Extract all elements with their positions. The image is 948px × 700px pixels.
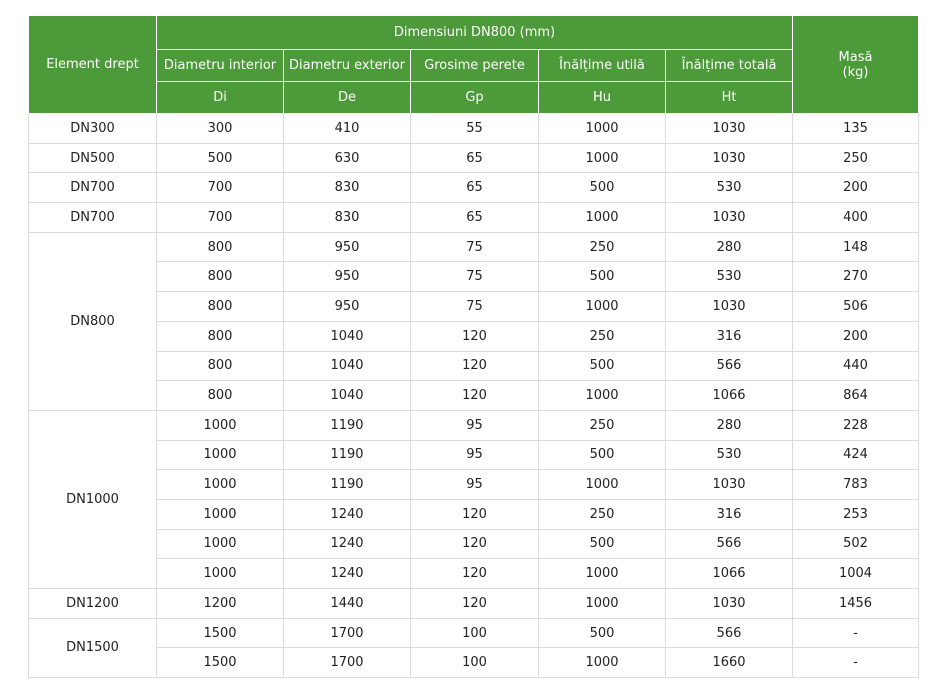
table-cell: 500 [539,618,666,648]
table-cell: 500 [539,173,666,203]
column-symbol-header: De [284,82,411,114]
table-cell: 316 [666,321,793,351]
table-cell: 316 [666,499,793,529]
table-row [29,114,919,144]
table-cell: 530 [666,173,793,203]
table-cell: 228 [793,410,919,440]
table-row [29,381,919,411]
mass-header [793,16,919,114]
table-body [29,114,919,678]
table-cell: 95 [411,440,539,470]
dimensions-table [28,15,919,678]
table-cell: - [793,618,919,648]
table-row [29,529,919,559]
table-row [29,440,919,470]
table-cell: 400 [793,203,919,233]
table-cell: 1000 [539,292,666,322]
table-cell: 120 [411,529,539,559]
table-cell: 1000 [157,440,284,470]
table-cell: 75 [411,292,539,322]
table-cell: 120 [411,499,539,529]
table-cell: 530 [666,440,793,470]
column-symbol-header: Gp [411,82,539,114]
table-cell: 250 [539,499,666,529]
table-cell: 1200 [157,589,284,619]
column-symbol-header: Ht [666,82,793,114]
table-cell: 1440 [284,589,411,619]
table-cell: 100 [411,648,539,678]
table-cell: 1500 [157,648,284,678]
table-cell: 250 [539,410,666,440]
dimensions-header: Dimensiuni DN800 (mm) [157,16,793,50]
table-cell: 1240 [284,499,411,529]
table-row [29,232,919,262]
table-cell: - [793,648,919,678]
table-cell: 1000 [539,114,666,144]
table-cell: 1000 [157,470,284,500]
table-cell: 120 [411,381,539,411]
table-cell: 1240 [284,529,411,559]
table-cell: 566 [666,351,793,381]
table-cell: 1000 [539,381,666,411]
table-row [29,410,919,440]
element-type-cell: DN800 [29,232,157,410]
table-cell: 424 [793,440,919,470]
table-cell: 500 [539,440,666,470]
element-type-cell: DN1000 [29,410,157,588]
table-cell: 830 [284,203,411,233]
table-row [29,292,919,322]
table-cell: 1030 [666,589,793,619]
table-cell: 120 [411,589,539,619]
column-symbol-header: Hu [539,82,666,114]
table-cell: 200 [793,321,919,351]
table-cell: 630 [284,143,411,173]
table-row [29,203,919,233]
table-cell: 800 [157,381,284,411]
column-name-header: Înălțime utilă [539,50,666,82]
table-cell: 75 [411,232,539,262]
column-symbol-header: Di [157,82,284,114]
table-cell: 864 [793,381,919,411]
table-cell: 500 [157,143,284,173]
table-cell: 800 [157,232,284,262]
table-cell: 100 [411,618,539,648]
table-cell: 1030 [666,143,793,173]
table-cell: 1000 [539,648,666,678]
table-cell: 1066 [666,559,793,589]
table-cell: 1030 [666,114,793,144]
table-cell: 410 [284,114,411,144]
table-cell: 500 [539,262,666,292]
element-type-cell: DN1500 [29,618,157,677]
table-cell: 1000 [539,559,666,589]
table-cell: 135 [793,114,919,144]
table-cell: 1000 [157,499,284,529]
table-cell: 55 [411,114,539,144]
table-row [29,173,919,203]
mass-label: Masă [838,49,873,65]
table-cell: 1190 [284,440,411,470]
column-name-header: Diametru interior [157,50,284,82]
element-type-cell: DN700 [29,203,157,233]
table-cell: 1660 [666,648,793,678]
table-cell: 1040 [284,321,411,351]
table-cell: 830 [284,173,411,203]
table-cell: 65 [411,173,539,203]
table-row [29,143,919,173]
table-cell: 1000 [539,470,666,500]
table-cell: 1000 [539,143,666,173]
table-cell: 800 [157,351,284,381]
column-name-header: Înălțime totală [666,50,793,82]
table-row [29,499,919,529]
table-row [29,648,919,678]
column-name-header: Grosime perete [411,50,539,82]
table-cell: 700 [157,173,284,203]
table-cell: 1066 [666,381,793,411]
table-cell: 1700 [284,648,411,678]
table-cell: 1190 [284,470,411,500]
table-cell: 75 [411,262,539,292]
table-cell: 1456 [793,589,919,619]
element-type-cell: DN300 [29,114,157,144]
table-cell: 440 [793,351,919,381]
table-cell: 700 [157,203,284,233]
column-name-header: Diametru exterior [284,50,411,82]
table-cell: 502 [793,529,919,559]
table-cell: 1040 [284,381,411,411]
table-cell: 800 [157,292,284,322]
table-cell: 300 [157,114,284,144]
table-cell: 65 [411,203,539,233]
table-cell: 95 [411,470,539,500]
table-cell: 1000 [539,589,666,619]
table-cell: 800 [157,262,284,292]
table-cell: 95 [411,410,539,440]
table-cell: 506 [793,292,919,322]
table-cell: 530 [666,262,793,292]
table-cell: 1040 [284,351,411,381]
table-cell: 1000 [157,410,284,440]
table-cell: 566 [666,529,793,559]
table-cell: 1700 [284,618,411,648]
table-row [29,559,919,589]
table-cell: 120 [411,351,539,381]
table-cell: 1190 [284,410,411,440]
table-cell: 1030 [666,203,793,233]
table-cell: 148 [793,232,919,262]
table-row [29,262,919,292]
table-row [29,589,919,619]
table-cell: 200 [793,173,919,203]
table-cell: 800 [157,321,284,351]
element-type-cell: DN1200 [29,589,157,619]
table-cell: 1000 [539,203,666,233]
table-row [29,618,919,648]
table-cell: 1240 [284,559,411,589]
element-type-cell: DN700 [29,173,157,203]
table-cell: 783 [793,470,919,500]
table-cell: 1500 [157,618,284,648]
table-cell: 250 [539,232,666,262]
element-header: Element drept [29,16,157,114]
table-cell: 1000 [157,559,284,589]
element-type-cell: DN500 [29,143,157,173]
table-cell: 250 [539,321,666,351]
table-cell: 950 [284,262,411,292]
table-row [29,321,919,351]
table-cell: 120 [411,559,539,589]
table-cell: 270 [793,262,919,292]
table-cell: 280 [666,232,793,262]
table-cell: 120 [411,321,539,351]
table-cell: 950 [284,292,411,322]
table-cell: 500 [539,351,666,381]
table-cell: 250 [793,143,919,173]
table-cell: 1030 [666,292,793,322]
table-cell: 65 [411,143,539,173]
table-row [29,351,919,381]
table-cell: 566 [666,618,793,648]
table-cell: 1030 [666,470,793,500]
table-cell: 1000 [157,529,284,559]
table-cell: 253 [793,499,919,529]
table-cell: 500 [539,529,666,559]
mass-unit: (kg) [842,64,869,80]
table-cell: 280 [666,410,793,440]
table-cell: 1004 [793,559,919,589]
table-cell: 950 [284,232,411,262]
table-row [29,470,919,500]
